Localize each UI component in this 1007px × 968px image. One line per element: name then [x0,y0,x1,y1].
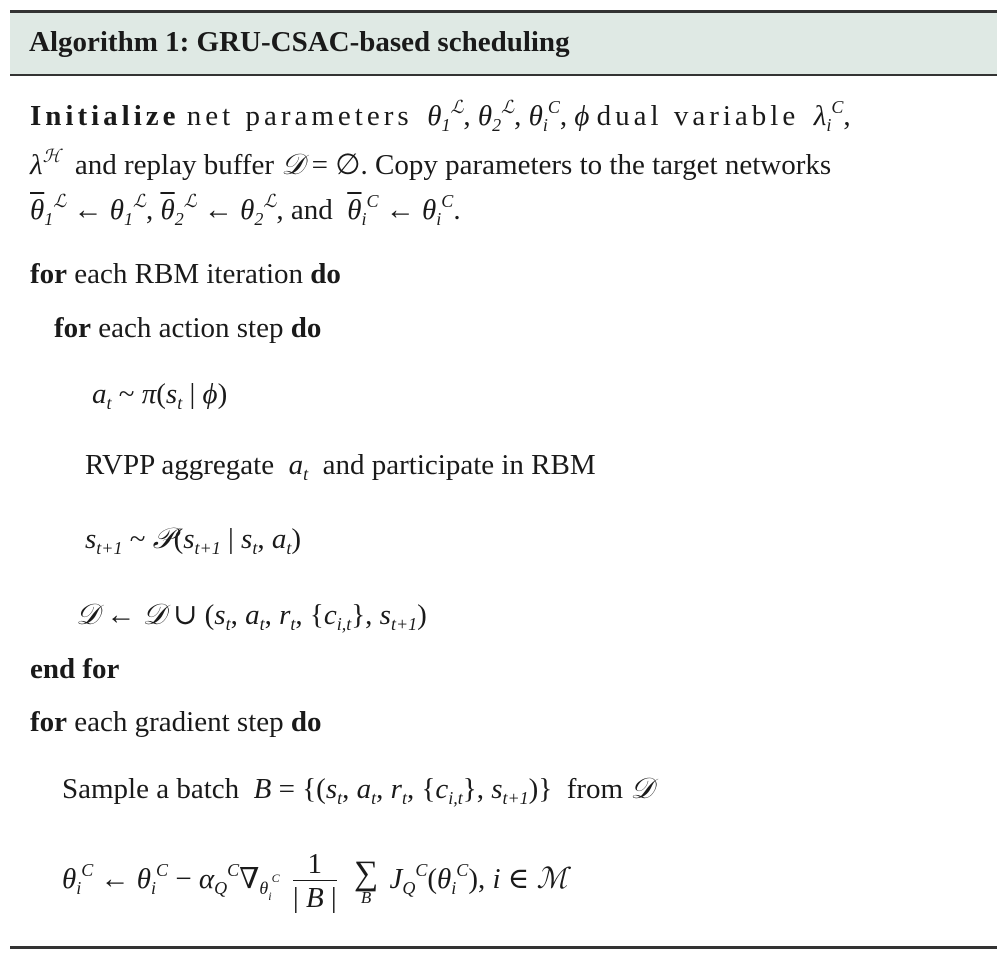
buffer-symbol: 𝒟 [281,149,305,181]
fraction: $\frac{1}{| B |}$ [292,848,337,914]
initialize-keyword: Initialize [30,100,180,132]
sum-over-batch: ∑ B [353,854,379,907]
end-for-line: end for [30,653,120,685]
target-theta1: $\overline{\theta}$ [30,194,45,226]
init-text-1: net parameters [186,100,413,132]
loop-gradient-line: for each gradient step do [30,706,322,738]
init-line-2: $\lambda^ℋ$ and replay buffer 𝒟 = ∅. Copy parameters to the target networks [30,146,832,181]
action-sample-line: $a_t$ ~ $\pi(s_t$ | ϕ) [92,378,228,413]
init-text-3: and replay buffer [74,149,275,181]
init-line-3: $\overline{\theta}_1^ℒ$ ← $\theta_1^ℒ$, $\overline{\theta}_2^ℒ$ ← $\theta_2^ℒ$, and $\overline{\theta}_i^C$ ← $\theta_i^C$. [30,191,461,229]
header-rule [10,74,997,76]
theta1-L: $\theta_1^ℒ$ [427,97,464,135]
lambda-H: $\lambda^ℋ$ [30,146,61,181]
sample-batch-line: Sample a batch $B = \{(s_t$, $a_t$, $r_t$, $\{c_{i,t}\}$, $s_{t+1}$)} from 𝒟 [62,773,654,808]
transition-line: $s_{t+1}$ ~ $𝒫(s_{t+1}$ | $s_t$, $a_t$) [85,523,302,558]
algorithm-title: Algorithm 1: GRU-CSAC-based scheduling [29,26,570,58]
thetai-C: $\theta_i^C$ [528,97,560,135]
rvpp-line: RVPP aggregate $a_t$ and participate in RBM [85,449,596,484]
phi: ϕ [574,100,590,132]
loop-rbm-line: for each RBM iteration do [30,258,341,290]
bottom-rule [10,946,997,949]
init-line-1: Initialize net parameters $\theta_1^ℒ$, $\theta_2^ℒ$, $\theta_i^C$, ϕ dual variable $\lambda_i^C$, [30,97,851,135]
algorithm-header [10,13,997,74]
init-text-4: . Copy parameters to the target networks [360,149,832,181]
buffer-update-line: 𝒟 ← 𝒟 ∪ ($s_t$, $a_t$, $r_t$, $\{c_{i,t}\}$, $s_{t+1}$) [76,599,427,634]
loop-action-line: for each action step do [54,312,322,344]
theta2-L: $\theta_2^ℒ$ [477,97,515,135]
lambda-i-C: $\lambda_i^C$ [813,97,844,135]
init-text-2: dual variable [596,100,800,132]
theta-update-line: $\theta_i^C$ ← $\theta_i^C - \alpha_Q^C\nabla_{\theta_i^C}$ $\frac{1}{| B |}$ ∑ B $J_Q^C(\theta_i^C)$, i ∈ ℳ [62,848,568,914]
init-text-5: , and [276,194,333,226]
